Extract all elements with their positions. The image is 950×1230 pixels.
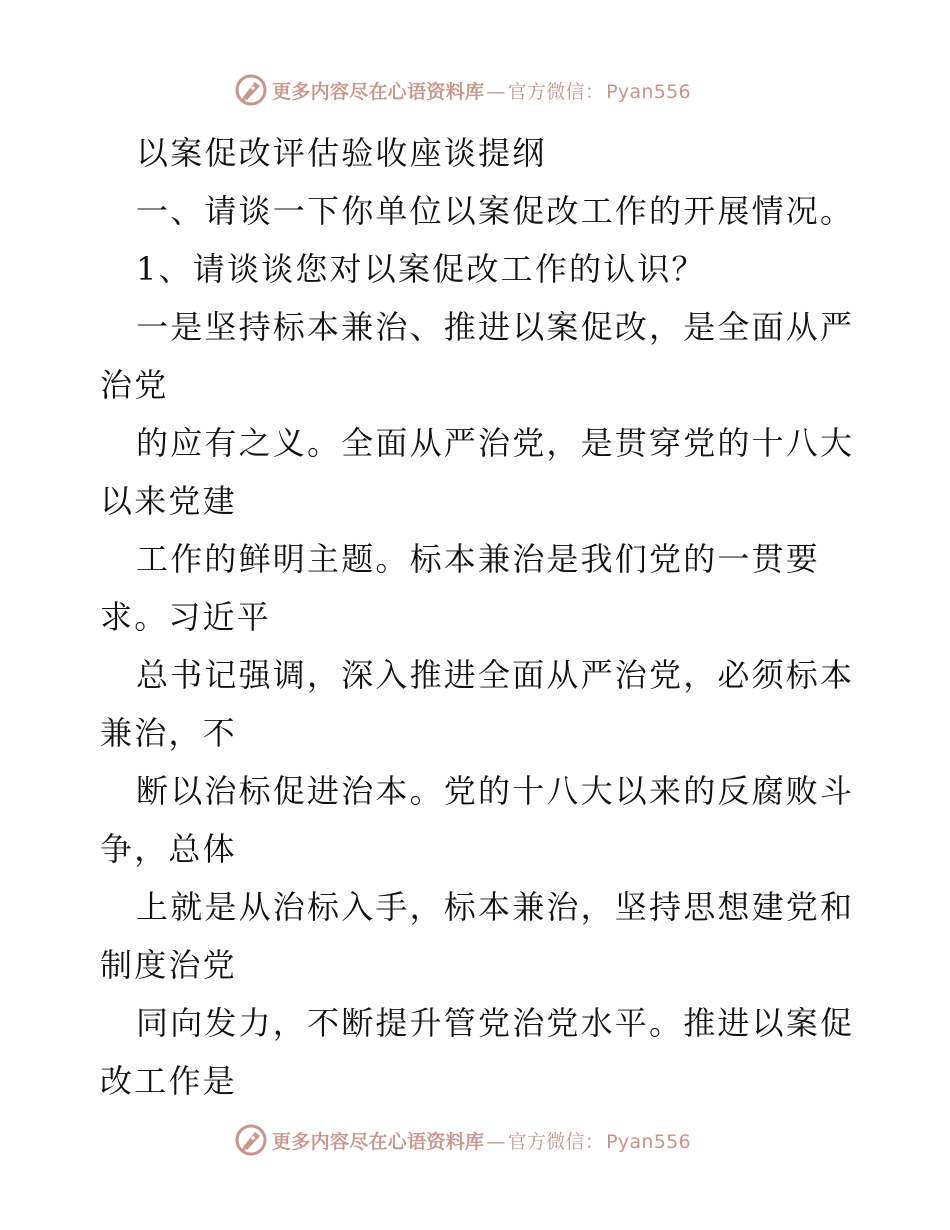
document-title: 以案促改评估验收座谈提纲 bbox=[136, 134, 547, 172]
paragraph-line: 一是坚持标本兼治、推进以案促改，是全面从严 bbox=[136, 308, 855, 346]
paragraph-line: 制度治党 bbox=[100, 946, 237, 984]
header-watermark bbox=[234, 73, 691, 107]
watermark-dash: — bbox=[486, 80, 506, 103]
pen-nib-circle-icon bbox=[234, 1123, 268, 1157]
paragraph-line: 求。习近平 bbox=[100, 598, 272, 636]
paragraph-line: 改工作是 bbox=[100, 1062, 237, 1100]
paragraph-line: 一、请谈一下你单位以案促改工作的开展情况。 bbox=[136, 192, 855, 230]
watermark-wechat-id: Pyan556 bbox=[606, 1130, 691, 1153]
pen-nib-circle-icon bbox=[234, 73, 268, 107]
paragraph-line: 治党 bbox=[100, 366, 169, 404]
watermark-main-text: 更多内容尽在心语资料库 bbox=[272, 1130, 485, 1153]
paragraph-line: 的应有之义。全面从严治党，是贯穿党的十八大 bbox=[136, 424, 855, 462]
watermark-official-label: 官方微信： bbox=[507, 80, 605, 103]
paragraph-line: 总书记强调，深入推进全面从严治党，必须标本 bbox=[136, 656, 855, 694]
watermark-main-text: 更多内容尽在心语资料库 bbox=[272, 80, 485, 103]
paragraph-line: 同向发力，不断提升管党治党水平。推进以案促 bbox=[136, 1004, 855, 1042]
watermark-official-label: 官方微信： bbox=[507, 1130, 605, 1153]
paragraph-line: 1、请谈谈您对以案促改工作的认识？ bbox=[136, 250, 706, 288]
watermark-text bbox=[272, 77, 691, 104]
paragraph-line: 以来党建 bbox=[100, 482, 237, 520]
paragraph-line: 兼治，不 bbox=[100, 714, 237, 752]
paragraph-line: 争，总体 bbox=[100, 830, 237, 868]
watermark-text bbox=[272, 1127, 691, 1154]
document-body bbox=[100, 124, 860, 1110]
watermark-dash: — bbox=[486, 1130, 506, 1153]
watermark-wechat-id: Pyan556 bbox=[606, 80, 691, 103]
paragraph-line: 断以治标促进治本。党的十八大以来的反腐败斗 bbox=[136, 772, 855, 810]
paragraph-line: 上就是从治标入手，标本兼治，坚持思想建党和 bbox=[136, 888, 855, 926]
paragraph-line: 工作的鲜明主题。标本兼治是我们党的一贯要 bbox=[136, 540, 821, 578]
footer-watermark bbox=[234, 1123, 691, 1157]
